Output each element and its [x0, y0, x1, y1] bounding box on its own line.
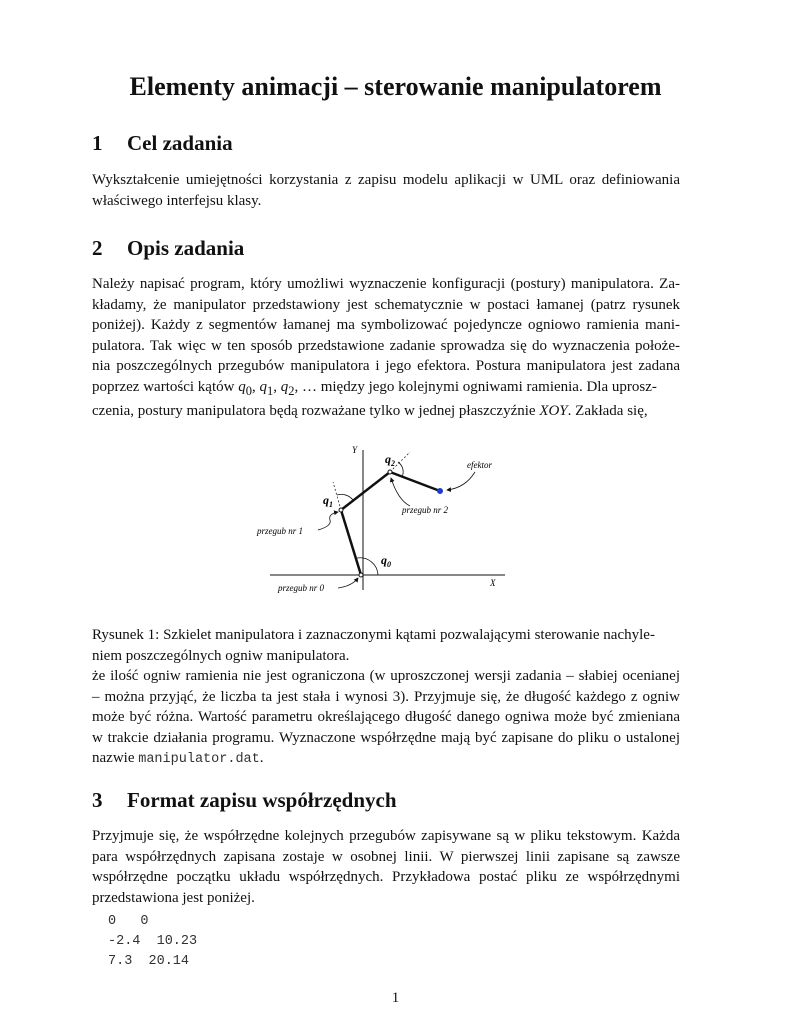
math-q1: q: [259, 378, 267, 395]
text-line: [92, 377, 680, 402]
text-line: kładamy, że manipulator przedstawiony jest schematycznie w postaci łamanej (patrz rysunek: [92, 296, 680, 313]
text-run: .: [259, 750, 264, 766]
label-q2: $q_2$: [385, 452, 395, 468]
section-2-heading: [92, 236, 244, 261]
axis-y-label: Y: [352, 445, 358, 455]
section-number: 3: [92, 788, 103, 812]
code-line: 7.3 20.14: [108, 954, 190, 969]
text-line: przedstawiona jest poniżej.: [92, 889, 255, 906]
arrow-przegub-0: [338, 578, 358, 588]
text-line: para współrzędnych zapisana zostaje w osobnej linii. W pierwszej linii zapisane są zawsze: [92, 848, 680, 865]
text-line: może być różna. Wartość parametru określającego długość danego ogniwa może być zmieniana: [92, 709, 680, 725]
math-q2: q: [280, 378, 289, 395]
joint-2: [388, 470, 392, 474]
text-line: niem poszczególnych ogniw manipulatora.: [92, 647, 350, 664]
section-number: 1: [92, 131, 103, 155]
section-number: 2: [92, 236, 103, 260]
text-line: że ilość ogniw ramienia nie jest ograniczona (w uproszczonej wersji zadania – słabiej ocenianej: [92, 668, 680, 684]
text-line: właściwego interfejsu klasy.: [92, 192, 262, 209]
code-listing: [108, 912, 197, 972]
label-q0: $q_0$: [381, 553, 391, 569]
document-title: Elementy animacji – sterowanie manipulatorem: [129, 72, 662, 101]
math-q0: q: [238, 378, 246, 395]
section-title: Format zapisu współrzędnych: [127, 788, 397, 812]
text-run: poprzez wartości kątów: [92, 378, 239, 395]
arm-segment-1: [341, 510, 361, 575]
manipulator-figure: [250, 440, 520, 600]
dashed-extension-1: [333, 482, 341, 510]
section-1-heading: [92, 131, 233, 156]
text-run: ,: [251, 378, 260, 395]
page-number: 1: [391, 990, 400, 1006]
text-run: , … między jego kolejnymi ogniwami ramienia. Dla uprosz-: [294, 378, 657, 395]
section-1-paragraph: [92, 170, 680, 211]
figure-caption: [92, 625, 680, 666]
joint-1: [339, 508, 343, 512]
text-run: . Zakłada się,: [567, 403, 648, 419]
section-2-continuation: [92, 666, 680, 771]
label-efektor: efektor: [467, 460, 492, 470]
label-przegub-1: przegub nr 1: [257, 526, 304, 536]
math-subscript: 0: [245, 383, 252, 398]
text-line: nia poszczególnych przegubów manipulatora i jego efektora. Postura manipulatora jest zadana: [92, 358, 680, 374]
text-line: [92, 748, 680, 771]
text-line: pulatora. Tak więc w ten sposób przedstawione zadanie sprowadza się do wyznaczenia położe-: [92, 337, 680, 354]
math-subscript: 2: [288, 383, 295, 398]
text-run: ,: [273, 378, 281, 395]
arrow-przegub-1: [318, 512, 338, 530]
filename: manipulator.dat: [138, 752, 260, 767]
axis-x-label: X: [490, 578, 496, 588]
math-subscript: 1: [266, 383, 274, 398]
text-line: współrzędne początku układu współrzędnych. Przykładowa postać pliku ze współrzędnymi: [92, 869, 680, 885]
section-2-paragraph: [92, 274, 680, 422]
arm-segment-3: [390, 472, 440, 491]
text-line: [92, 401, 680, 422]
angle-arc-q1: [337, 494, 353, 500]
section-title: Cel zadania: [127, 131, 233, 155]
text-line: poniżej). Każdy z segmentów łamanej ma symbolizować pojedyncze ogniowo ramienia mani-: [92, 317, 680, 333]
section-3-heading: [92, 788, 397, 813]
text-line: Wykształcenie umiejętności korzystania z zapisu modelu aplikacji w UML oraz definiowania: [92, 172, 680, 188]
arm-segment-2: [341, 472, 390, 510]
section-3-paragraph: [92, 826, 680, 908]
label-przegub-0: przegub nr 0: [278, 583, 325, 593]
arrow-efektor: [447, 472, 475, 490]
text-run: nazwie: [92, 750, 139, 766]
text-line: Należy napisać program, który umożliwi wyznaczenie konfiguracji (postury) manipulatora. Za-: [92, 276, 680, 292]
code-line: -2.4 10.23: [108, 934, 198, 949]
text-line: – można przyjąć, że liczba ta jest stała i wynosi 3). Przyjmuje się, że długość każdego z ogniw: [92, 688, 680, 705]
arrow-przegub-2: [391, 478, 410, 506]
text-run: czenia, postury manipulatora będą rozważane tylko w jednej płaszczyźnie: [92, 403, 540, 419]
code-line: 0 0: [108, 914, 149, 929]
label-q1: $q_1$: [323, 493, 333, 509]
effector-point: [438, 489, 443, 494]
joint-0: [359, 573, 363, 577]
section-title: Opis zadania: [127, 236, 245, 260]
label-przegub-2: przegub nr 2: [402, 505, 449, 515]
text-line: Przyjmuje się, że współrzędne kolejnych przegubów zapisywane są w pliku tekstowym. Każda: [92, 828, 680, 844]
text-line: Rysunek 1: Szkielet manipulatora i zaznaczonymi kątami pozwalającymi sterowanie nachyle-: [92, 627, 655, 643]
text-line: w trakcie działania programu. Wyznaczone współrzędne mają być zapisane do pliku o ustalonej: [92, 729, 680, 746]
math-xoy: XOY: [539, 403, 568, 419]
